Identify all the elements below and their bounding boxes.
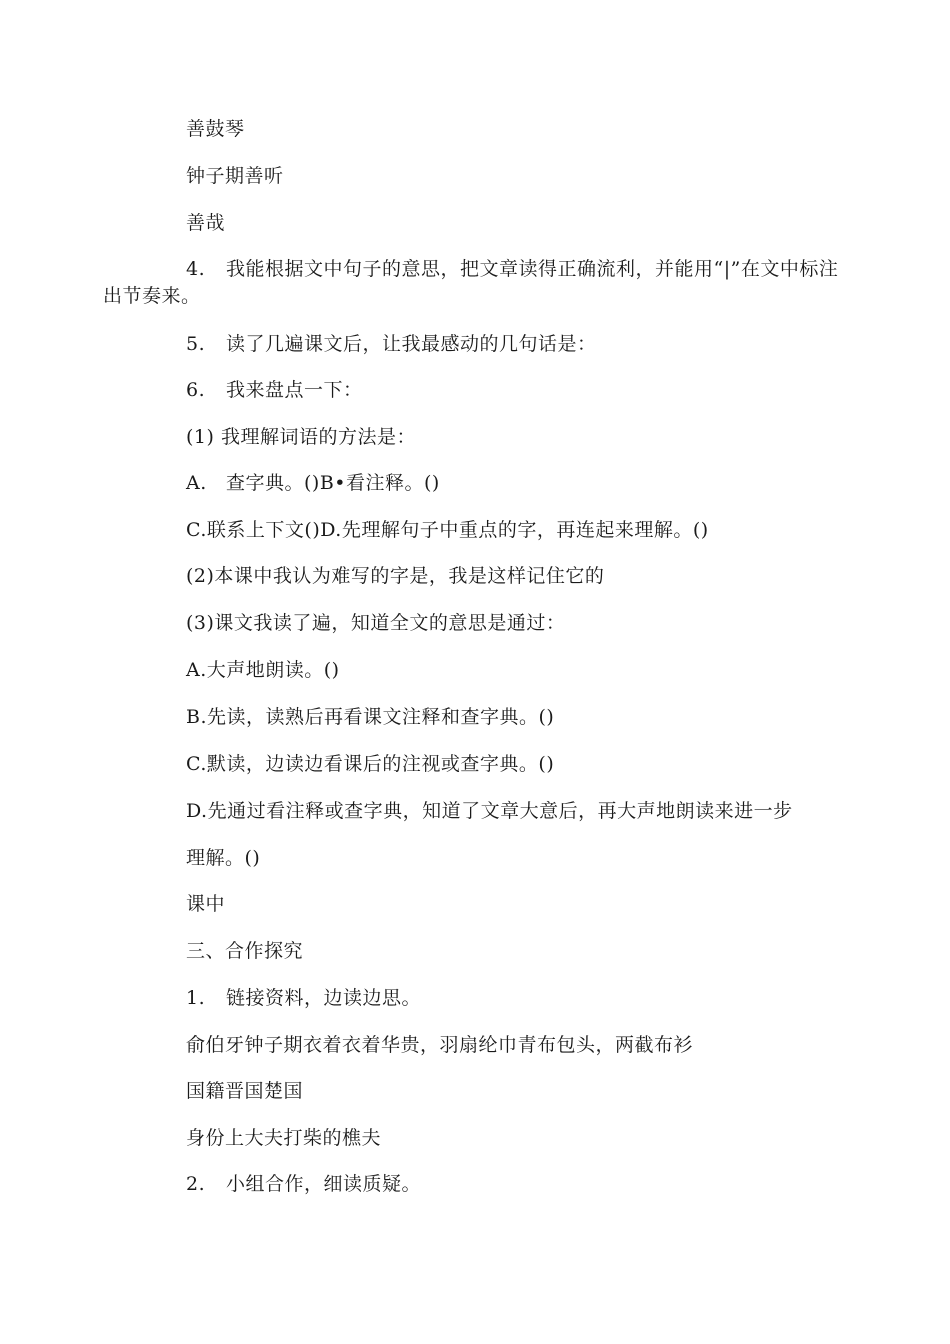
item-number: 1. xyxy=(186,987,206,1009)
question-number: 5. xyxy=(186,333,206,355)
option-label: A. xyxy=(186,472,207,494)
section-heading: 三、合作探究 xyxy=(186,940,304,962)
option-line: C.默读，边读边看课后的注视或查字典。() xyxy=(186,753,555,775)
option-line-continued: 理解。() xyxy=(186,847,261,869)
section-label: 课中 xyxy=(186,893,226,915)
item-1 xyxy=(186,986,421,1010)
question-text: 读了几遍课文后，让我最感动的几句话是： xyxy=(226,333,597,355)
sub-question-1: (1) 我理解词语的方法是： xyxy=(186,426,416,448)
question-6 xyxy=(186,378,363,402)
sub-question-2: (2)本课中我认为难写的字是，我是这样记住它的 xyxy=(186,565,605,587)
question-4 xyxy=(103,256,843,310)
item-text: 链接资料，边读边思。 xyxy=(226,987,422,1009)
question-text: 我能根据文中句子的意思，把文章读得正确流利，并能用“|”在文中标注出节奏来。 xyxy=(103,258,839,307)
question-text: 我来盘点一下： xyxy=(226,379,363,401)
option-text: 查字典。()B•看注释。() xyxy=(226,472,440,494)
option-line xyxy=(186,471,440,495)
option-line: A.大声地朗读。() xyxy=(186,659,340,681)
sub-question-3: (3)课文我读了遍，知道全文的意思是通过： xyxy=(186,612,566,634)
option-line: D.先通过看注释或查字典，知道了文章大意后，再大声地朗读来进一步 xyxy=(186,800,793,822)
question-number: 4. xyxy=(186,258,206,280)
text-line: 善鼓琴 xyxy=(186,118,245,140)
table-row: 俞伯牙钟子期衣着衣着华贵，羽扇纶巾青布包头，两截布衫 xyxy=(186,1034,694,1056)
text-line: 钟子期善听 xyxy=(186,165,284,187)
table-row: 身份上大夫打柴的樵夫 xyxy=(186,1127,382,1149)
item-number: 2. xyxy=(186,1173,206,1195)
option-line: B.先读，读熟后再看课文注释和查字典。() xyxy=(186,706,555,728)
item-text: 小组合作，细读质疑。 xyxy=(226,1173,422,1195)
item-2 xyxy=(186,1172,421,1196)
text-line: 善哉 xyxy=(186,212,226,234)
table-row: 国籍晋国楚国 xyxy=(186,1080,304,1102)
option-line: C.联系上下文()D.先理解句子中重点的字，再连起来理解。() xyxy=(186,519,709,541)
question-5 xyxy=(186,332,597,356)
question-number: 6. xyxy=(186,379,206,401)
